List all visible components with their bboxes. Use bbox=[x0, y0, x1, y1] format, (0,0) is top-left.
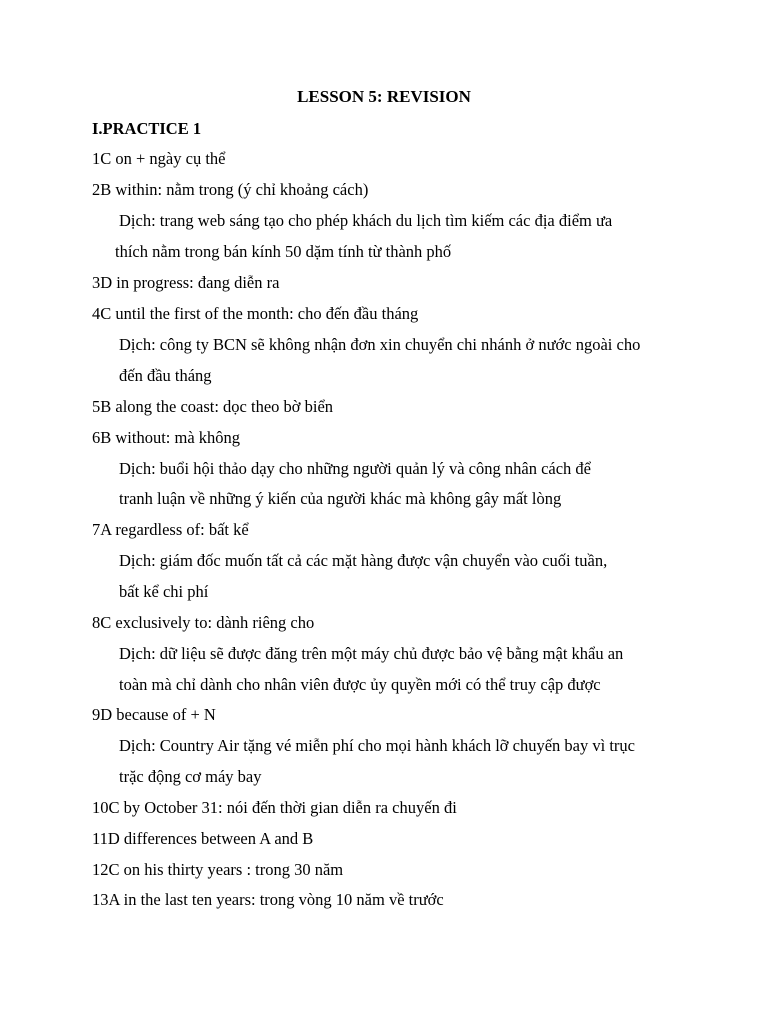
translation-line: đến đầu tháng bbox=[119, 366, 212, 385]
translation-line: Dịch: trang web sáng tạo cho phép khách du lịch tìm kiếm các địa điểm ưa bbox=[119, 211, 613, 230]
page-title: LESSON 5: REVISION bbox=[297, 87, 471, 106]
answer-line: 9D because of + N bbox=[92, 705, 216, 724]
answer-line: 3D in progress: đang diễn ra bbox=[92, 273, 280, 292]
translation-line: Dịch: công ty BCN sẽ không nhận đơn xin chuyển chi nhánh ở nước ngoài cho bbox=[119, 335, 641, 354]
translation-line: bất kể chi phí bbox=[119, 582, 209, 601]
answer-line: 7A regardless of: bất kể bbox=[92, 520, 249, 539]
answer-line: 4C until the first of the month: cho đến đầu tháng bbox=[92, 304, 419, 323]
answer-line: 1C on + ngày cụ thể bbox=[92, 149, 226, 168]
translation-line: tranh luận về những ý kiến của người khác mà không gây mất lòng bbox=[119, 489, 562, 508]
answer-line: 13A in the last ten years: trong vòng 10 năm về trước bbox=[92, 890, 444, 909]
section-heading: I.PRACTICE 1 bbox=[92, 119, 202, 138]
translation-line: Dịch: buổi hội thảo dạy cho những người quản lý và công nhân cách để bbox=[119, 459, 591, 478]
translation-line: Dịch: giám đốc muốn tất cả các mặt hàng được vận chuyển vào cuối tuần, bbox=[119, 551, 608, 570]
answer-line: 10C by October 31: nói đến thời gian diễn ra chuyến đi bbox=[92, 798, 457, 817]
answer-line: 8C exclusively to: dành riêng cho bbox=[92, 613, 315, 632]
answer-line: 6B without: mà không bbox=[92, 428, 241, 447]
translation-line: Dịch: dữ liệu sẽ được đăng trên một máy chủ được bảo vệ bằng mật khẩu an bbox=[119, 644, 624, 663]
translation-line: Dịch: Country Air tặng vé miễn phí cho mọi hành khách lỡ chuyến bay vì trục bbox=[119, 736, 635, 755]
answer-line: 12C on his thirty years : trong 30 năm bbox=[92, 860, 344, 879]
answer-line: 5B along the coast: dọc theo bờ biển bbox=[92, 397, 334, 416]
translation-line: thích nằm trong bán kính 50 dặm tính từ thành phố bbox=[115, 242, 452, 261]
answer-line: 11D differences between A and B bbox=[92, 829, 314, 848]
translation-line: toàn mà chỉ dành cho nhân viên được ủy quyền mới có thể truy cập được bbox=[119, 675, 601, 694]
translation-line: trặc động cơ máy bay bbox=[119, 767, 262, 786]
answer-line: 2B within: nằm trong (ý chỉ khoảng cách) bbox=[92, 180, 369, 199]
